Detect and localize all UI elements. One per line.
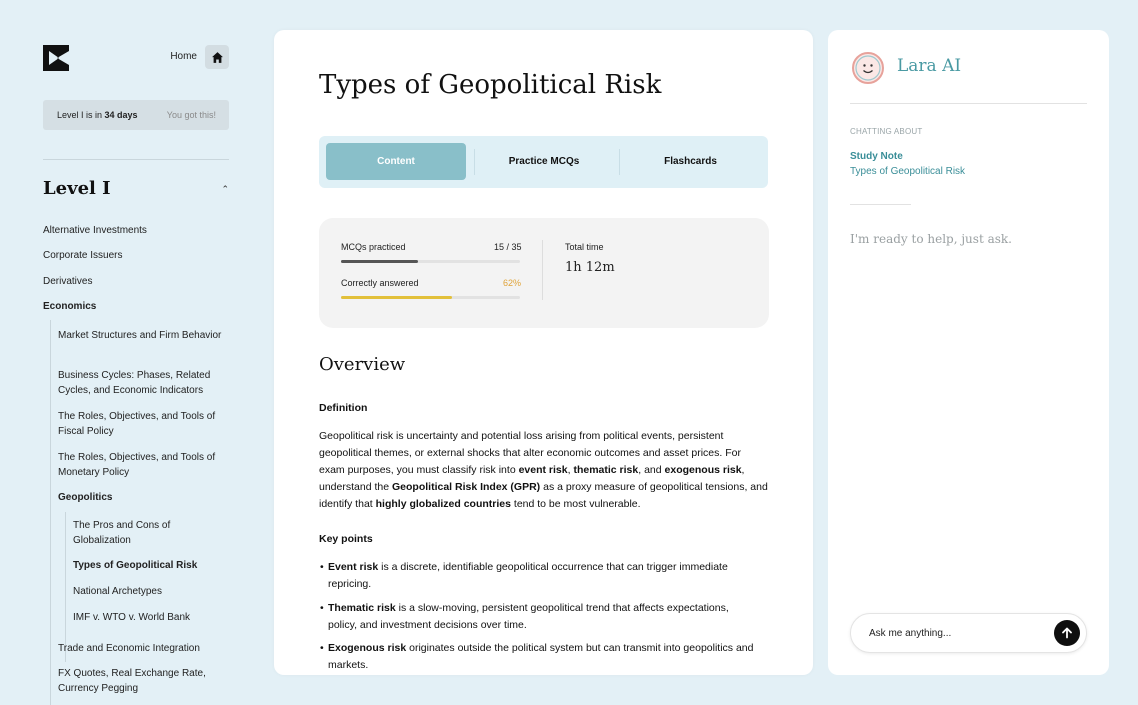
content-tabs (319, 136, 768, 188)
overview-heading: Overview (319, 354, 406, 375)
nav-item-geopolitics[interactable]: Geopolitics (58, 492, 113, 503)
lara-face-icon (850, 50, 886, 86)
divider (43, 159, 229, 160)
correct-label: Correctly answered (341, 278, 419, 288)
nav-item-types-of-geopolitical-risk[interactable]: Types of Geopolitical Risk (73, 560, 198, 571)
tab-content[interactable]: Content (326, 143, 466, 180)
chat-context-topic: Types of Geopolitical Risk (850, 166, 966, 177)
correct-progress-bar (341, 296, 520, 299)
tab-flashcards[interactable]: Flashcards (664, 156, 717, 167)
chatting-about-label: CHATTING ABOUT (850, 127, 923, 136)
sidebar (43, 40, 229, 705)
tab-practice-mcqs[interactable]: Practice MCQs (508, 156, 580, 167)
home-button[interactable] (205, 45, 229, 69)
progress-stats (319, 218, 769, 328)
countdown-encouragement: You got this! (166, 110, 216, 120)
mcqs-value: 15 / 35 (494, 242, 522, 252)
time-label: Total time (565, 242, 604, 252)
nav-item-trade-integration[interactable]: Trade and Economic Integration (58, 643, 200, 654)
list-item: • Exogenous risk originates outside the political system but can transmit into geopolitics and markets. (328, 640, 758, 674)
list-item: • Thematic risk is a slow-moving, persistent geopolitical trend that affects expectations, policy, and investment decisions over time. (328, 600, 758, 634)
nav-item-national-archetypes[interactable]: National Archetypes (73, 586, 162, 597)
chat-panel (828, 30, 1109, 675)
nav-item-corporate-issuers[interactable]: Corporate Issuers (43, 250, 123, 261)
nav-item-fiscal-policy[interactable]: The Roles, Objectives, and Tools of Fiscal Policy (58, 411, 216, 437)
correct-value: 62% (503, 278, 522, 288)
divider (850, 103, 1087, 104)
keypoints-heading: Key points (319, 533, 373, 545)
definition-heading: Definition (319, 402, 368, 414)
time-value: 1h 12m (565, 260, 615, 275)
chat-input[interactable] (869, 624, 1039, 642)
divider (850, 204, 911, 205)
home-icon (211, 51, 224, 64)
mcqs-progress-bar (341, 260, 520, 263)
stats-divider (542, 240, 543, 300)
nav-item-fx-quotes[interactable]: FX Quotes, Real Exchange Rate, Currency Pegging (58, 668, 206, 694)
list-item: • Event risk is a discrete, identifiable geopolitical occurrence that can trigger immediate repricing. (328, 559, 758, 593)
chat-input-box (850, 613, 1087, 653)
k-logo-icon[interactable] (43, 45, 69, 71)
nav-item-alternative-investments[interactable]: Alternative Investments (43, 225, 147, 236)
nav-item-economics[interactable]: Economics (43, 301, 97, 312)
nav-tree-line (65, 512, 66, 662)
nav-item-derivatives[interactable]: Derivatives (43, 276, 93, 287)
mcqs-progress-fill (341, 260, 418, 263)
correct-progress-fill (341, 296, 452, 299)
nav-tree-line (50, 320, 51, 705)
home-link[interactable]: Home (170, 51, 197, 62)
mcqs-label: MCQs practiced (341, 242, 406, 252)
arrow-up-icon (1061, 627, 1073, 639)
chevron-up-icon[interactable]: ⌃ (221, 184, 229, 194)
chat-ready-message: I'm ready to help, just ask. (850, 232, 1012, 246)
definition-paragraph: Geopolitical risk is uncertainty and potential loss arising from political events, persistent geopolitical themes, or external shocks that alter economic outcomes and asset prices. For exam purposes, you must classify risk into event risk, thematic risk, and exogenous risk, understand the Geopolitical Risk Index (GPR) as a proxy measure of geopolitical tensions, and identify that highly globalized countries tend to be most vulnerable. (319, 430, 768, 510)
nav-item-business-cycles[interactable]: Business Cycles: Phases, Related Cycles, and Economic Indicators (58, 370, 211, 396)
nav-item-market-structures[interactable]: Market Structures and Firm Behavior (58, 330, 222, 341)
chat-context-type: Study Note (850, 151, 903, 162)
send-button[interactable] (1054, 620, 1080, 646)
page-title: Types of Geopolitical Risk (319, 70, 662, 100)
nav-item-monetary-policy[interactable]: The Roles, Objectives, and Tools of Monetary Policy (58, 452, 216, 478)
study-note-card (274, 30, 813, 675)
nav-item-imf-wto-world-bank[interactable]: IMF v. WTO v. World Bank (73, 612, 191, 623)
chat-title: Lara AI (897, 56, 962, 76)
level-title[interactable]: Level I (43, 178, 111, 199)
countdown-text: Level I is in 34 days (57, 110, 138, 120)
exam-countdown (43, 100, 229, 130)
nav-item-globalization[interactable]: The Pros and Cons of Globalization (73, 520, 171, 546)
